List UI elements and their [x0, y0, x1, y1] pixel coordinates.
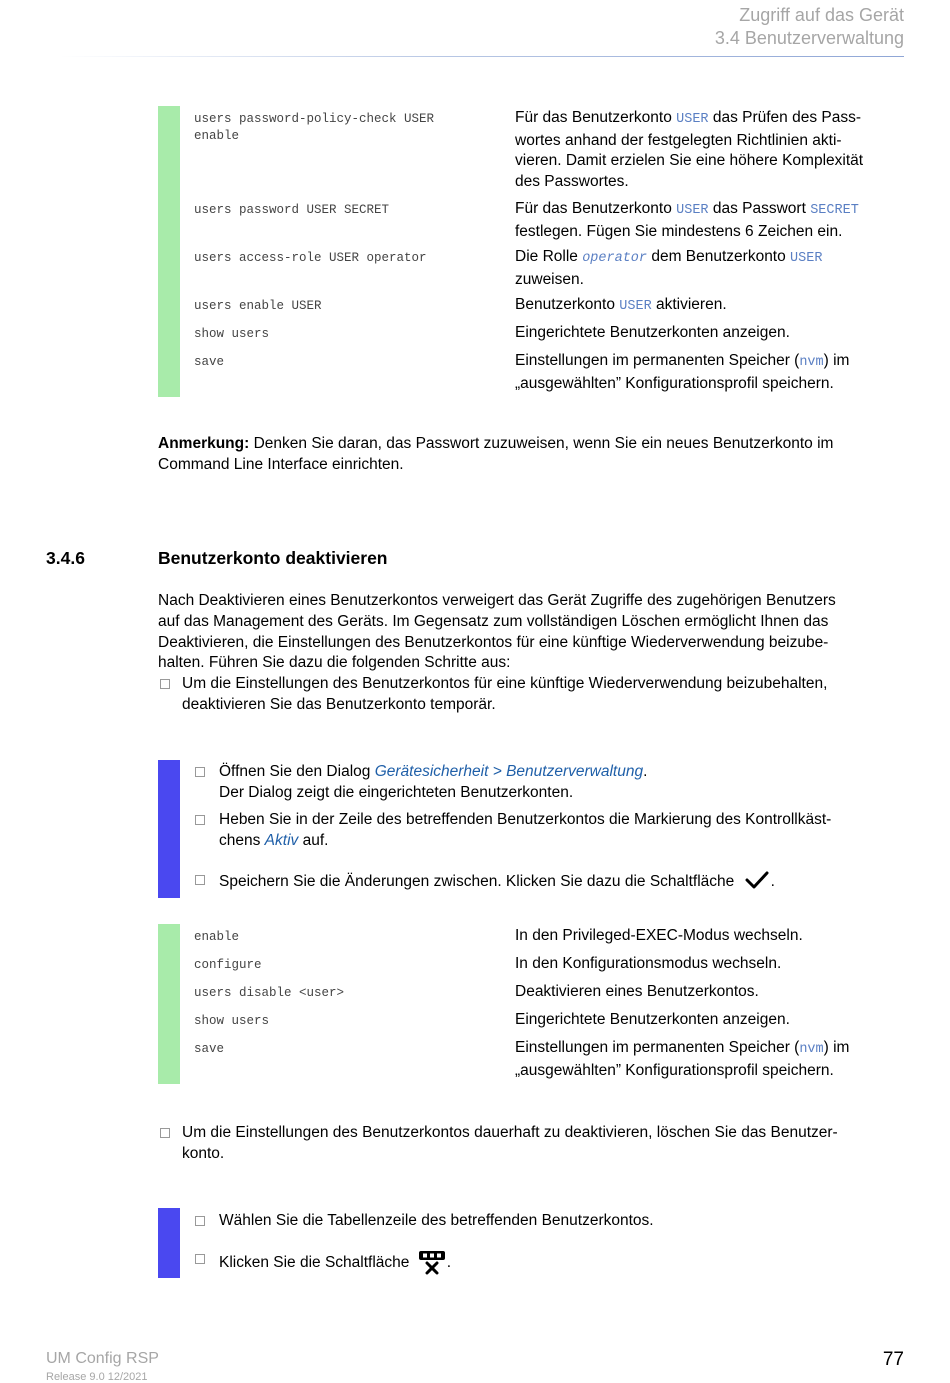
gui-step-select-row	[195, 1211, 915, 1232]
step-text: auf.	[298, 831, 329, 849]
cli-command: users password-policy-check USER enable	[194, 112, 435, 143]
cli-description: In den Konfigurationsmodus wechseln.	[515, 955, 782, 972]
cli-description: Eingerichtete Benutzerkonten anzeigen.	[515, 1011, 790, 1028]
section-paragraph	[158, 591, 918, 674]
gui-step-delete	[195, 1249, 915, 1275]
cli-description	[515, 199, 915, 242]
paragraph-line: Deaktivieren, die Einstellungen des Benutzerkontos für eine künftige Wiederverwendung beizube-	[158, 633, 829, 651]
dialog-path: Gerätesicherheit > Benutzerverwaltung	[374, 763, 644, 780]
cli-command: enable	[194, 930, 240, 944]
checkbox-name: Aktiv	[264, 831, 299, 849]
cli-description	[515, 247, 915, 290]
inline-code: USER	[676, 203, 709, 218]
cli-description	[515, 323, 915, 344]
bullet-line: Um die Einstellungen des Benutzerkontos dauerhaft zu deaktivieren, löschen Sie das Benutzer-	[182, 1124, 838, 1141]
desc-text: das Passwort	[708, 200, 811, 217]
inline-code: operator	[582, 251, 648, 266]
desc-text: vieren. Damit erzielen Sie eine höhere Komplexität	[515, 152, 864, 169]
delete-row-icon	[417, 1249, 447, 1275]
paragraph-line: halten. Führen Sie dazu die folgenden Schritte aus:	[158, 654, 511, 672]
desc-text: dem Benutzerkonto	[647, 248, 791, 265]
step-text: Der Dialog zeigt die eingerichteten Benutzerkonten.	[219, 783, 574, 801]
cli-description	[515, 108, 915, 192]
cli-marker-bar	[158, 924, 180, 1084]
footer-release: Release 9.0 12/2021	[46, 1371, 148, 1383]
desc-text: Einstellungen im permanenten Speicher (	[515, 352, 800, 369]
desc-text: ) im	[823, 352, 850, 369]
inline-code: USER	[790, 251, 823, 266]
note-text: Denken Sie daran, das Passwort zuzuweisen, wenn Sie ein neues Benutzerkonto im	[249, 435, 834, 452]
paragraph-line: Nach Deaktivieren eines Benutzerkontos verweigert das Gerät Zugriffe des zugehörigen Benutzers	[158, 592, 836, 609]
bullet-line: konto.	[182, 1144, 225, 1162]
inline-code: SECRET	[810, 203, 859, 218]
step-text: Wählen Sie die Tabellenzeile des betreffenden Benutzerkontos.	[219, 1212, 654, 1229]
desc-text: Benutzerkonto	[515, 296, 620, 313]
desc-text: Für das Benutzerkonto	[515, 200, 677, 217]
gui-step-open-dialog	[195, 762, 915, 804]
step-text: Öffnen Sie den Dialog	[219, 763, 375, 780]
page-number: 77	[882, 1349, 904, 1370]
note-text-line2: Command Line Interface einrichten.	[158, 455, 404, 473]
bullet-permanent	[158, 1123, 918, 1165]
desc-text: festlegen. Fügen Sie mindestens 6 Zeichen ein.	[515, 222, 843, 240]
gui-marker-bar	[158, 1208, 180, 1278]
checkbox-bullet-icon	[160, 679, 170, 689]
desc-text: des Passwortes.	[515, 172, 629, 190]
footer-document: UM Config RSP	[46, 1350, 159, 1367]
step-text: .	[770, 873, 775, 890]
step-text: .	[643, 763, 648, 780]
cli-command: users enable USER	[194, 299, 322, 313]
inline-code: USER	[676, 112, 709, 127]
bullet-line: deaktivieren Sie das Benutzerkonto temporär.	[182, 695, 496, 713]
desc-text: das Prüfen des Pass-	[708, 109, 862, 126]
gui-marker-bar	[158, 760, 180, 898]
cli-command: save	[194, 1042, 225, 1056]
gui-step-uncheck-active	[195, 810, 915, 852]
cli-description: In den Privileged-EXEC-Modus wechseln.	[515, 927, 803, 944]
bullet-temporary	[158, 674, 918, 716]
desc-text: Für das Benutzerkonto	[515, 109, 677, 126]
gui-step-save	[195, 870, 915, 893]
section-title: Benutzerkonto deaktivieren	[158, 548, 388, 568]
checkbox-bullet-icon	[195, 1254, 205, 1264]
desc-text: zuweisen.	[515, 270, 584, 288]
note	[158, 434, 918, 476]
cli-command: users access-role USER operator	[194, 251, 427, 265]
cli-description: Deaktivieren eines Benutzerkontos.	[515, 983, 759, 1000]
note-label: Anmerkung:	[158, 435, 250, 452]
bullet-line: Um die Einstellungen des Benutzerkontos für eine künftige Wiederverwendung beizubehalten,	[182, 675, 828, 692]
desc-text: Die Rolle	[515, 248, 583, 265]
header-divider	[60, 56, 904, 57]
cli-marker-bar	[158, 106, 180, 397]
step-text: chens	[219, 831, 265, 849]
desc-text: ) im	[823, 1039, 850, 1056]
desc-text: Einstellungen im permanenten Speicher (	[515, 1039, 800, 1056]
cli-description	[515, 295, 915, 318]
inline-code: USER	[619, 299, 652, 314]
section-number: 3.4.6	[46, 548, 85, 568]
checkbox-bullet-icon	[195, 815, 205, 825]
paragraph-line: auf das Management des Geräts. Im Gegensatz zum vollständigen Löschen ermöglicht Ihnen das	[158, 612, 829, 630]
inline-code: nvm	[799, 1042, 824, 1057]
checkmark-icon	[743, 870, 771, 890]
desc-text: „ausgewählten” Konfigurationsprofil speichern.	[515, 1061, 834, 1079]
cli-command: save	[194, 355, 225, 369]
cli-description	[515, 351, 915, 394]
checkbox-bullet-icon	[195, 767, 205, 777]
desc-text: wortes anhand der festgelegten Richtlinien akti-	[515, 131, 842, 149]
step-text: Klicken Sie die Schaltfläche	[219, 1254, 410, 1271]
cli-command: show users	[194, 1014, 270, 1028]
cli-command: users password USER SECRET	[194, 203, 390, 217]
step-text: Heben Sie in der Zeile des betreffenden Benutzerkontos die Markierung des Kontrollkäst-	[219, 811, 832, 828]
running-header-chapter: Zugriff auf das Gerät	[739, 5, 904, 25]
checkbox-bullet-icon	[195, 875, 205, 885]
desc-text: aktivieren.	[651, 296, 727, 313]
checkbox-bullet-icon	[160, 1128, 170, 1138]
cli-command: configure	[194, 958, 262, 972]
step-text: Speichern Sie die Änderungen zwischen. Klicken Sie dazu die Schaltfläche	[219, 873, 735, 890]
cli-command: show users	[194, 327, 270, 341]
cli-description	[515, 1038, 915, 1081]
cli-command: users disable <user>	[194, 986, 345, 1000]
checkbox-bullet-icon	[195, 1216, 205, 1226]
step-text: .	[446, 1254, 452, 1271]
inline-code: nvm	[799, 355, 824, 370]
desc-text: Eingerichtete Benutzerkonten anzeigen.	[515, 324, 790, 341]
desc-text: „ausgewählten” Konfigurationsprofil speichern.	[515, 374, 834, 392]
running-header-section: 3.4 Benutzerverwaltung	[714, 28, 904, 48]
